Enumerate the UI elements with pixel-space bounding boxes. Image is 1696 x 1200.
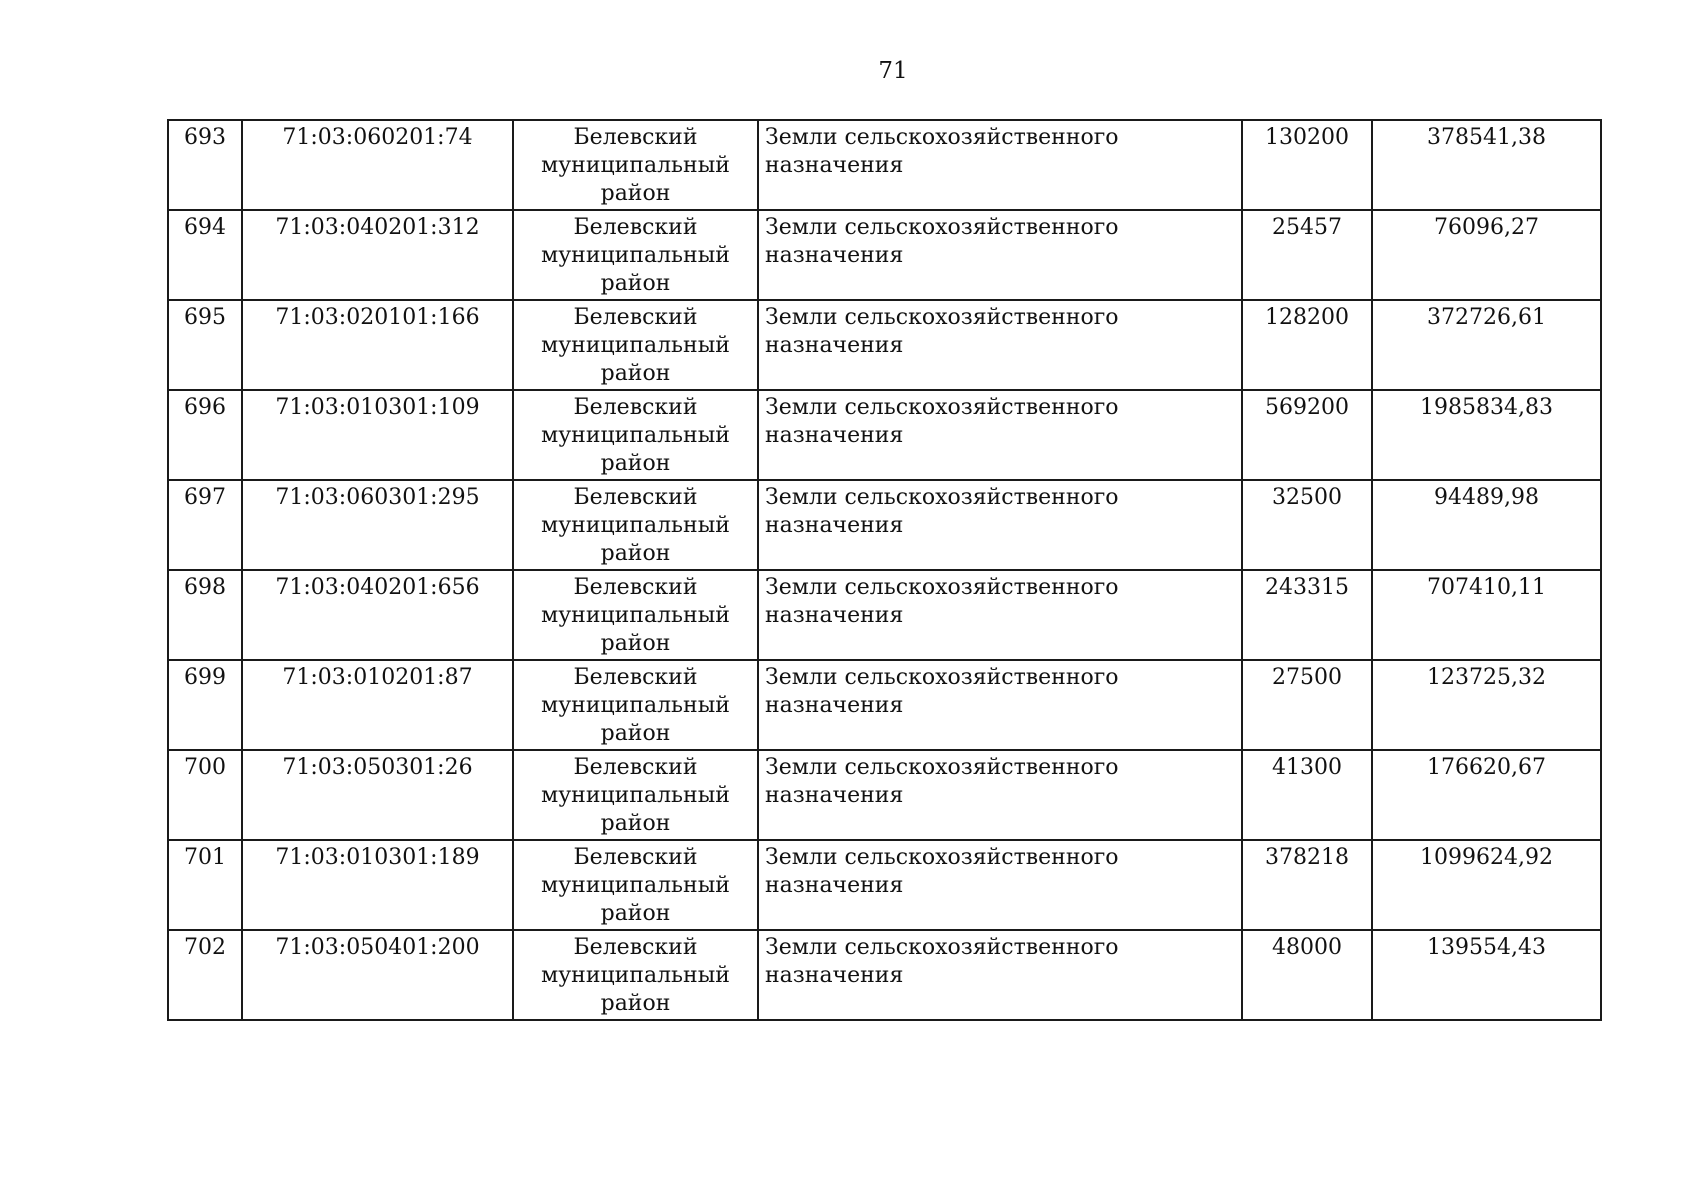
area: 378218 [1242,840,1372,930]
area: 569200 [1242,390,1372,480]
municipality: Белевский муниципальный район [513,840,758,930]
row-number: 694 [168,210,242,300]
table-row [168,210,1601,300]
municipality: Белевский муниципальный район [513,390,758,480]
row-number: 700 [168,750,242,840]
municipality: Белевский муниципальный район [513,570,758,660]
land-category: Земли сельскохозяйственного назначения [758,840,1242,930]
area: 41300 [1242,750,1372,840]
cadastral-number: 71:03:040201:656 [242,570,513,660]
table-row [168,660,1601,750]
area: 27500 [1242,660,1372,750]
cadastral-number: 71:03:010201:87 [242,660,513,750]
row-number: 693 [168,120,242,210]
municipality: Белевский муниципальный район [513,300,758,390]
cadastral-number: 71:03:010301:109 [242,390,513,480]
municipality: Белевский муниципальный район [513,750,758,840]
page-number: 71 [878,58,908,84]
land-category: Земли сельскохозяйственного назначения [758,570,1242,660]
table-row [168,300,1601,390]
cadastral-number: 71:03:050301:26 [242,750,513,840]
row-number: 697 [168,480,242,570]
area: 130200 [1242,120,1372,210]
land-category: Земли сельскохозяйственного назначения [758,930,1242,1020]
table-row [168,930,1601,1020]
cadastral-value: 123725,32 [1372,660,1601,750]
land-category: Земли сельскохозяйственного назначения [758,120,1242,210]
cadastral-value: 378541,38 [1372,120,1601,210]
municipality: Белевский муниципальный район [513,120,758,210]
cadastral-value: 707410,11 [1372,570,1601,660]
area: 32500 [1242,480,1372,570]
land-category: Земли сельскохозяйственного назначения [758,660,1242,750]
cadastral-value: 1985834,83 [1372,390,1601,480]
table-row [168,750,1601,840]
land-category: Земли сельскохозяйственного назначения [758,390,1242,480]
area: 48000 [1242,930,1372,1020]
row-number: 695 [168,300,242,390]
row-number: 698 [168,570,242,660]
row-number: 701 [168,840,242,930]
area: 25457 [1242,210,1372,300]
cadastral-value: 1099624,92 [1372,840,1601,930]
land-category: Земли сельскохозяйственного назначения [758,480,1242,570]
area: 243315 [1242,570,1372,660]
row-number: 702 [168,930,242,1020]
cadastral-value: 94489,98 [1372,480,1601,570]
cadastral-value: 139554,43 [1372,930,1601,1020]
cadastral-number: 71:03:050401:200 [242,930,513,1020]
land-category: Земли сельскохозяйственного назначения [758,210,1242,300]
cadastral-value: 372726,61 [1372,300,1601,390]
land-plots-table [167,119,1602,1021]
row-number: 699 [168,660,242,750]
row-number: 696 [168,390,242,480]
table-row [168,570,1601,660]
cadastral-number: 71:03:020101:166 [242,300,513,390]
cadastral-value: 76096,27 [1372,210,1601,300]
area: 128200 [1242,300,1372,390]
cadastral-number: 71:03:040201:312 [242,210,513,300]
municipality: Белевский муниципальный район [513,210,758,300]
cadastral-number: 71:03:060201:74 [242,120,513,210]
land-category: Земли сельскохозяйственного назначения [758,300,1242,390]
cadastral-number: 71:03:010301:189 [242,840,513,930]
table-row [168,840,1601,930]
land-category: Земли сельскохозяйственного назначения [758,750,1242,840]
municipality: Белевский муниципальный район [513,480,758,570]
municipality: Белевский муниципальный район [513,660,758,750]
table-row [168,480,1601,570]
table-row [168,390,1601,480]
table-row [168,120,1601,210]
cadastral-value: 176620,67 [1372,750,1601,840]
municipality: Белевский муниципальный район [513,930,758,1020]
cadastral-number: 71:03:060301:295 [242,480,513,570]
